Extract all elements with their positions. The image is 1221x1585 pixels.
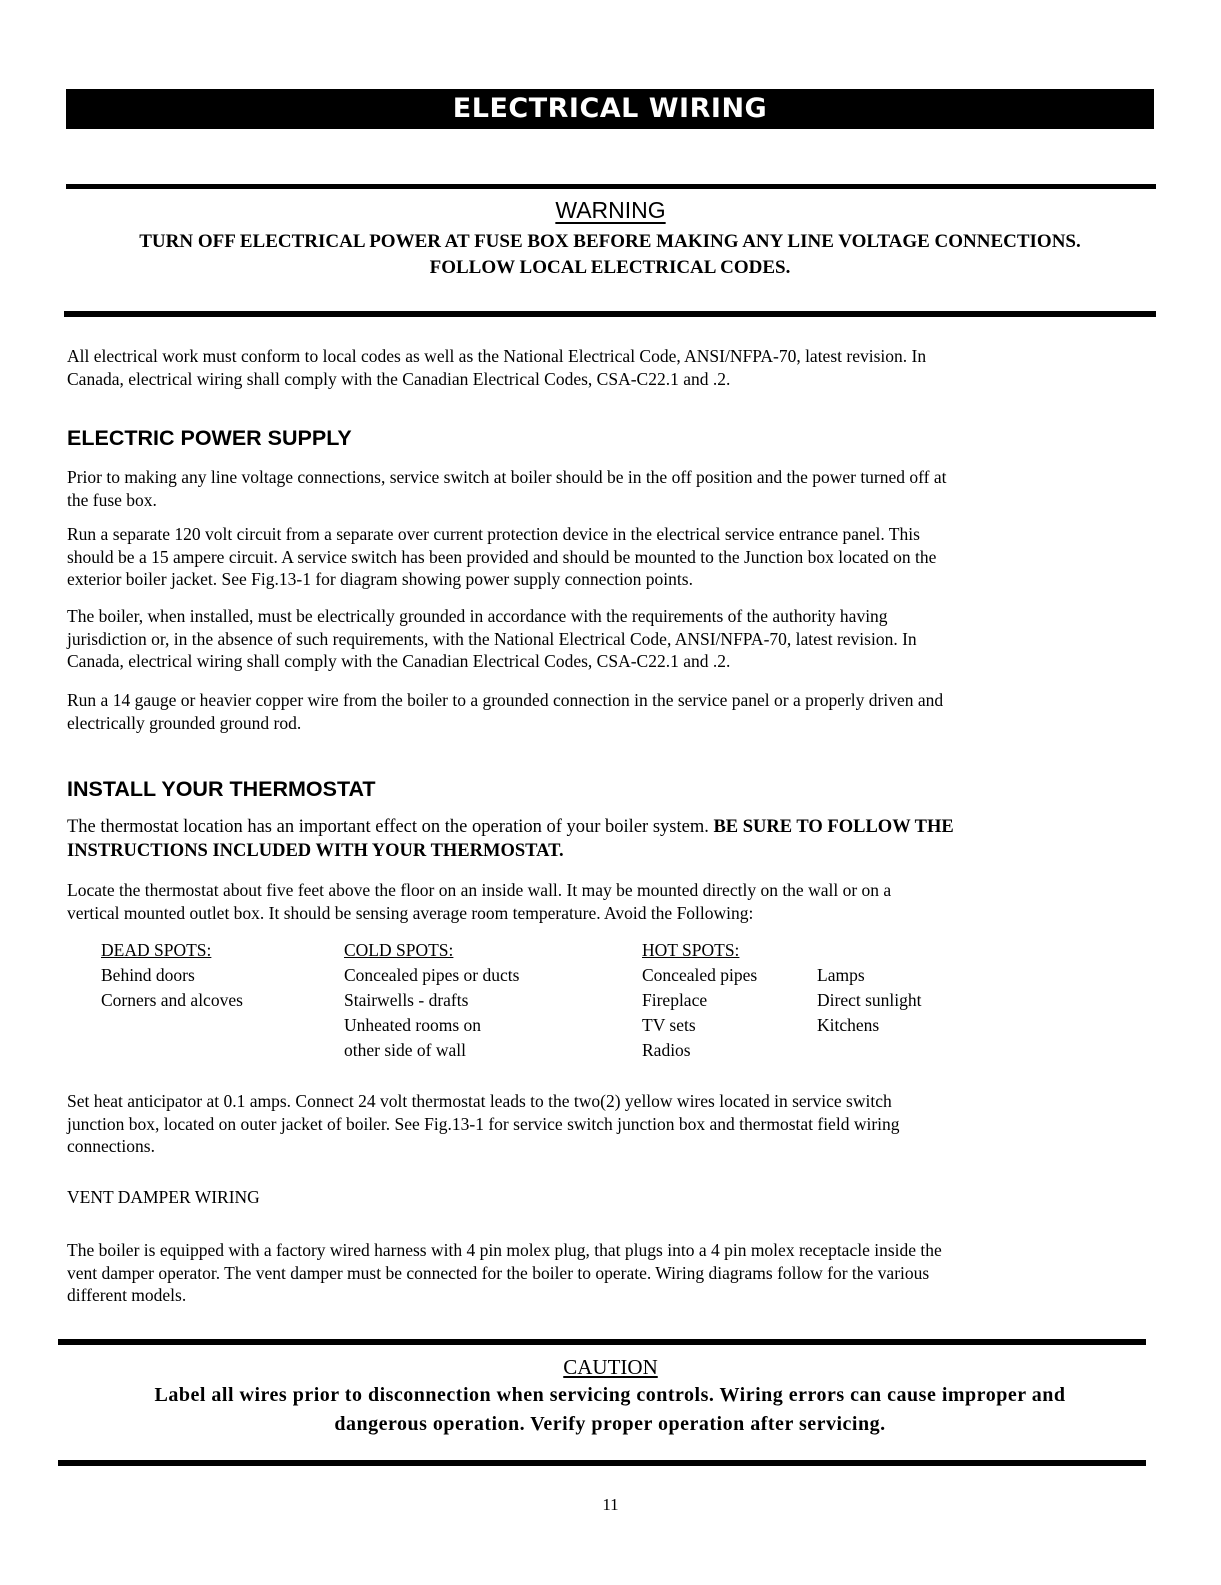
list-item: Corners and alcoves xyxy=(101,990,243,1010)
list-item: Stairwells - drafts xyxy=(344,990,469,1010)
power-supply-paragraph-2: Run a separate 120 volt circuit from a separate over current protection device in the electrical service entrance panel. This should be a 15 ampere circuit. A service switch has been provided and should be mounted to the Junction box located on the exterior boiler jacket. See Fig.13-1 for diagram showing power supply connection points. xyxy=(67,524,937,589)
cold-spots-list xyxy=(344,938,519,1063)
list-item: other side of wall xyxy=(344,1040,466,1060)
power-supply-heading: ELECTRIC POWER SUPPLY xyxy=(67,426,352,450)
dead-spots-header: DEAD SPOTS: xyxy=(101,940,212,960)
list-item: Concealed pipes xyxy=(642,965,758,985)
vent-damper-paragraph: The boiler is equipped with a factory wired harness with 4 pin molex plug, that plugs into a 4 pin molex receptacle inside the vent damper operator. The vent damper must be connected for the boiler to operate. Wiring diagrams follow for the various different models. xyxy=(67,1240,942,1305)
warning-title: WARNING xyxy=(555,197,666,223)
power-supply-paragraph-4: Run a 14 gauge or heavier copper wire from the boiler to a grounded connection in the service panel or a properly driven and electrically grounded ground rod. xyxy=(67,690,944,733)
hot-spots-list-2 xyxy=(817,963,922,1038)
warning-text: TURN OFF ELECTRICAL POWER AT FUSE BOX BEFORE MAKING ANY LINE VOLTAGE CONNECTIONS. FOLLOW LOCAL ELECTRICAL CODES. xyxy=(139,231,1081,278)
caution-title: CAUTION xyxy=(563,1355,658,1379)
list-item: Unheated rooms on xyxy=(344,1015,482,1035)
list-item: Concealed pipes or ducts xyxy=(344,965,520,985)
caution-top-rule xyxy=(58,1339,1146,1345)
list-item: Behind doors xyxy=(101,965,195,985)
list-item: Direct sunlight xyxy=(817,990,922,1010)
thermostat-paragraph-1: The thermostat location has an important effect on the operation of your boiler system. BE SURE TO FOLLOW THE INSTRUCTIONS INCLUDED WITH YOUR THERMOSTAT. xyxy=(67,817,954,861)
dead-spots-list xyxy=(101,938,243,1013)
caution-text: Label all wires prior to disconnection when servicing controls. Wiring errors can cause improper and dangerous operation. Verify proper operation after servicing. xyxy=(154,1384,1066,1435)
hot-spots-header: HOT SPOTS: xyxy=(642,940,740,960)
list-item: Fireplace xyxy=(642,990,708,1010)
intro-paragraph: All electrical work must conform to local codes as well as the National Electrical Code, ANSI/NFPA-70, latest revision. In Canada, electrical wiring shall comply with the Canadian Electrical Codes, CSA-C22.1 and .2. xyxy=(67,346,927,389)
power-supply-paragraph-1: Prior to making any line voltage connections, service switch at boiler should be in the off position and the power turned off at the fuse box. xyxy=(67,467,947,510)
cold-spots-header: COLD SPOTS: xyxy=(344,940,454,960)
list-item: Radios xyxy=(642,1040,691,1060)
warning-bottom-rule xyxy=(64,311,1156,317)
list-item: TV sets xyxy=(642,1015,696,1035)
thermostat-paragraph-3: Set heat anticipator at 0.1 amps. Connect 24 volt thermostat leads to the two(2) yellow wires located in service switch junction box, located on outer jacket of boiler. See Fig.13-1 for service switch junction box and thermostat field wiring connections. xyxy=(67,1091,900,1156)
power-supply-paragraph-3: The boiler, when installed, must be electrically grounded in accordance with the requirements of the authority having jurisdiction or, in the absence of such requirements, with the National Electrical Code, ANSI/NFPA-70, latest revision. In Canada, electrical wiring shall comply with the Canadian Electrical Codes, CSA-C22.1 and .2. xyxy=(67,606,917,671)
caution-bottom-rule xyxy=(58,1460,1146,1466)
section-banner: ELECTRICAL WIRING xyxy=(66,89,1154,129)
thermostat-paragraph-2: Locate the thermostat about five feet above the floor on an inside wall. It may be mounted directly on the wall or on a vertical mounted outlet box. It should be sensing average room temperature. Avoid the Following: xyxy=(67,880,892,923)
thermostat-heading: INSTALL YOUR THERMOSTAT xyxy=(67,777,376,801)
warning-top-rule xyxy=(66,184,1156,189)
list-item: Lamps xyxy=(817,965,865,985)
hot-spots-list xyxy=(642,938,757,1063)
list-item: Kitchens xyxy=(817,1015,880,1035)
page-number: 11 xyxy=(602,1495,619,1514)
vent-damper-heading: VENT DAMPER WIRING xyxy=(67,1187,260,1207)
